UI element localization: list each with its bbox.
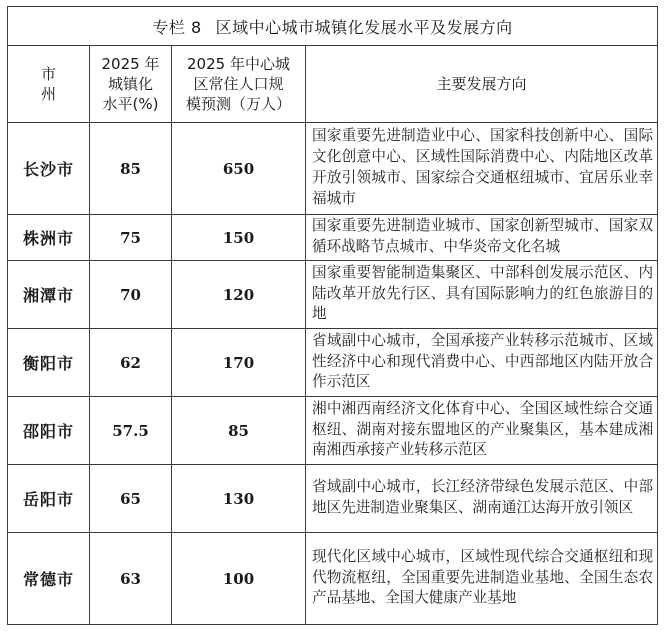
city-name: 邵阳市 <box>8 397 90 465</box>
city-name: 衡阳市 <box>8 329 90 397</box>
development-direction: 国家重要先进制造业中心、国家科技创新中心、国际文化创意中心、区域性国际消费中心、内陆地区改革开放引领城市、国家综合交通枢纽城市、宜居乐业幸福城市 <box>306 123 658 215</box>
caption-row <box>8 7 658 46</box>
header-urbanization: 2025 年 城镇化 水平(%) <box>90 46 172 123</box>
urbanization-value: 85 <box>90 123 172 215</box>
table-row <box>8 397 658 465</box>
table-row <box>8 261 658 329</box>
city-name: 株洲市 <box>8 215 90 261</box>
header-direction: 主要发展方向 <box>306 46 658 123</box>
table-row <box>8 329 658 397</box>
box-caption <box>8 7 658 46</box>
population-value: 100 <box>172 533 306 625</box>
population-value: 650 <box>172 123 306 215</box>
table-row <box>8 215 658 261</box>
urbanization-value: 70 <box>90 261 172 329</box>
population-value: 130 <box>172 465 306 533</box>
table-row <box>8 533 658 625</box>
header-population: 2025 年中心城 区常住人口规 模预测（万人） <box>172 46 306 123</box>
population-value: 150 <box>172 215 306 261</box>
urbanization-value: 75 <box>90 215 172 261</box>
population-value: 85 <box>172 397 306 465</box>
header-row <box>8 46 658 123</box>
population-value: 170 <box>172 329 306 397</box>
feature-box-table <box>7 6 658 625</box>
header-city: 市 州 <box>8 46 90 123</box>
urbanization-value: 65 <box>90 465 172 533</box>
development-direction: 省域副中心城市，全国承接产业转移示范城市、区域性经济中心和现代消费中心、中西部地区内陆开放合作示范区 <box>306 329 658 397</box>
box-title: 区域中心城市城镇化发展水平及发展方向 <box>215 17 513 37</box>
box-label: 专栏 8 <box>152 17 202 37</box>
urbanization-value: 63 <box>90 533 172 625</box>
development-direction: 省域副中心城市，长江经济带绿色发展示范区、中部地区先进制造业聚集区、湖南通江达海开放引领区 <box>306 465 658 533</box>
table-row <box>8 465 658 533</box>
development-direction: 湘中湘西南经济文化体育中心、全国区域性综合交通枢纽、湖南对接东盟地区的产业聚集区，基本建成湘南湘西承接产业转移示范区 <box>306 397 658 465</box>
population-value: 120 <box>172 261 306 329</box>
city-name: 湘潭市 <box>8 261 90 329</box>
table-row <box>8 123 658 215</box>
city-name: 岳阳市 <box>8 465 90 533</box>
urbanization-value: 57.5 <box>90 397 172 465</box>
development-direction: 国家重要先进制造业城市、国家创新型城市、国家双循环战略节点城市、中华炎帝文化名城 <box>306 215 658 261</box>
city-name: 长沙市 <box>8 123 90 215</box>
city-name: 常德市 <box>8 533 90 625</box>
development-direction: 国家重要智能制造集聚区、中部科创发展示范区、内陆改革开放先行区、具有国际影响力的红色旅游目的地 <box>306 261 658 329</box>
development-direction: 现代化区域中心城市，区域性现代综合交通枢纽和现代物流枢纽，全国重要先进制造业基地、全国生态农产品基地、全国大健康产业基地 <box>306 533 658 625</box>
urbanization-value: 62 <box>90 329 172 397</box>
